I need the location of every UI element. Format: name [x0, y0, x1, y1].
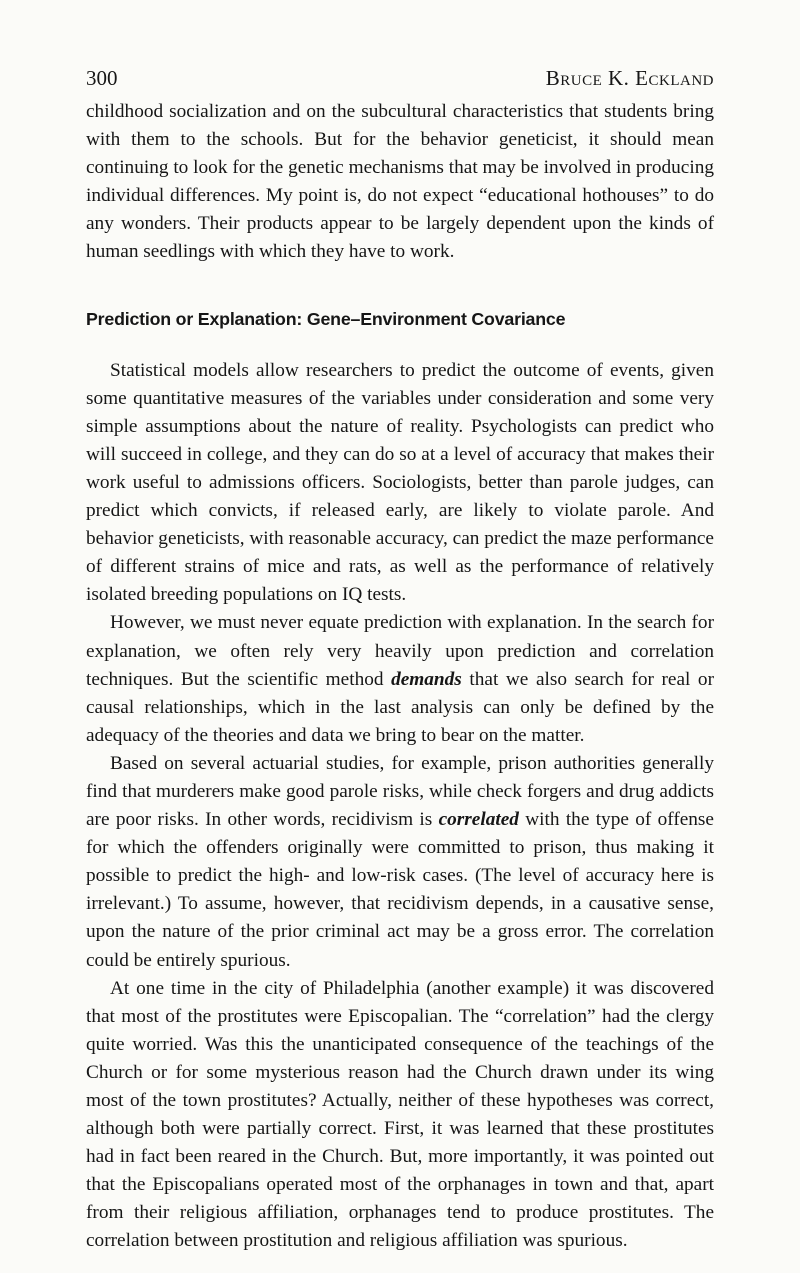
text-run: that we also search for real or causal relationships, which in the last analysis can only be defined by the adequacy of the theories and data we bring to bear on the matter. — [86, 668, 714, 746]
emphasis-correlated: correlated — [438, 809, 519, 831]
text-run: Based on several actuarial studies, for example, prison authorities generally find that murderers make good parole risks, while check forgers and drug addicts are poor risks. In other words, recidivism is — [86, 752, 714, 831]
text-run: However, we must never equate prediction with explanation. In the search for explanation, we often rely very heavily upon prediction and correlation techniques. But the scientific method — [86, 612, 714, 690]
paragraph-statistical-models: Statistical models allow researchers to predict the outcome of events, given some quantitative measures of the variables under consideration and some very simple assumptions about the nature of reality. Psychologists can predict who will succeed in college, and they can do so at a level of accuracy that makes their work useful to admissions officers. Sociologists, better than parole judges, can predict which convicts, if released early, are likely to violate parole. And behavior geneticists, with reasonable accuracy, can predict the maze performance of different strains of mice and rats, as well as the performance of relatively isolated breeding populations on IQ tests. — [86, 359, 714, 606]
running-head — [86, 66, 714, 91]
running-head-author: Bruce K. Eckland — [545, 66, 714, 90]
paragraph-recidivism — [86, 750, 714, 975]
emphasis-demands: demands — [391, 668, 462, 690]
page-number: 300 — [86, 66, 118, 90]
paragraph-philadelphia-example: At one time in the city of Philadelphia (another example) it was discovered that most of the prostitutes were Episcopalian. The “correlation” had the clergy quite worried. Was this the unanticipated consequence of the teachings of the Church or for some mysterious reason had the Church drawn under its wing most of the town prostitutes? Actually, neither of these hypotheses was correct, although both were partially correct. First, it was learned that these prostitutes had in fact been reared in the Church. But, more importantly, it was pointed out that the Episcopalians operated most of the orphanages in town and that, apart from their religious affiliation, orphanages tend to produce prostitutes. The correlation between prostitution and religious affiliation was spurious. — [86, 977, 714, 1252]
section-heading: Prediction or Explanation: Gene–Environment Covariance — [86, 308, 566, 329]
paragraph-continued: childhood socialization and on the subcultural characteristics that students bring with them to the schools. But for the behavior geneticist, it should mean continuing to look for the genetic mechanisms that may be involved in producing individual differences. My point is, do not expect “educational hothouses” to do any wonders. Their products appear to be largely dependent upon the kinds of human seedlings with which they have to work. — [86, 101, 714, 263]
paragraph-prediction-vs-explanation — [86, 609, 714, 749]
body-text — [86, 98, 714, 1256]
text-run: with the type of offense for which the offenders originally were committed to prison, thus making it possible to predict the high- and low-risk cases. (The level of accuracy here is irrelevant.) To assume, however, that recidivism depends, in a causative sense, upon the nature of the prior criminal act may be a gross error. The correlation could be entirely spurious. — [86, 809, 714, 971]
